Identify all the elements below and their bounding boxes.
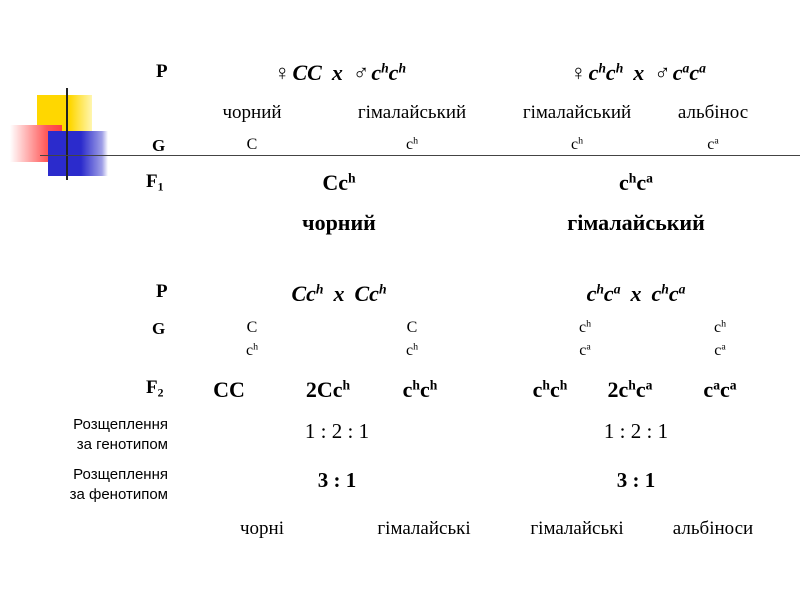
decor-vertical-line: [66, 88, 68, 180]
cross2-gamete-father: $c^a$: [707, 135, 719, 153]
cross2-f2-2chca: $2c^hc^a$: [607, 377, 653, 402]
cross2-mother-genotype: $c^hc^h$: [588, 60, 624, 85]
cross2-phenotype-ratio: 3 : 1: [616, 468, 656, 492]
female-symbol: ♀: [273, 60, 291, 85]
cross1-g2-right-bottom: $c^h$: [405, 341, 419, 359]
cross1-g2-left-top: C: [246, 319, 258, 336]
male-symbol: ♂: [654, 60, 671, 85]
cross2-gamete-mother: $c^h$: [570, 135, 584, 153]
cross1-g2-right-top: C: [406, 319, 418, 336]
cross1-p2-parents: Cc$^h$ x Cc$^h$: [291, 281, 387, 306]
cross2-g2-left-bottom: $c^a$: [579, 341, 591, 359]
cross2-father-phenotype: альбінос: [677, 102, 749, 123]
label-p: P: [156, 61, 168, 82]
cross1-father-phenotype: гімалайський: [357, 102, 467, 123]
label-p-second: P: [156, 281, 168, 302]
cross1-f1-phenotype: чорний: [302, 210, 376, 235]
cross1-f1-genotype: Cc$^h$: [322, 170, 356, 195]
cross2-f2-caca: $c^ac^a$: [703, 377, 737, 402]
cross1-result-left: чорні: [239, 518, 285, 539]
female-symbol: ♀: [570, 60, 587, 85]
cross1-phenotype-ratio: 3 : 1: [317, 468, 357, 492]
cross2-parents: [570, 60, 706, 86]
label-g-second: G: [152, 319, 166, 338]
cross2-p2-parents: $c^hc^a$ x $c^hc^a$: [586, 281, 686, 306]
decor-blue-square: [48, 131, 108, 176]
cross1-mother-genotype: CC: [292, 60, 322, 85]
cross1-mother-phenotype: чорний: [222, 102, 282, 123]
cross1-gamete-father: $c^h$: [405, 135, 419, 153]
cross1-father-genotype: $c^hc^h$: [371, 60, 407, 85]
cross1-result-right: гімалайські: [377, 518, 471, 539]
cross2-result-right: альбіноси: [672, 518, 754, 539]
label-g: G: [152, 136, 166, 155]
male-symbol: ♂: [352, 60, 370, 85]
cross2-g2-right-bottom: $c^a$: [714, 341, 726, 359]
cross1-g2-left-bottom: $c^h$: [245, 341, 259, 359]
label-f2: $F_2$: [146, 377, 164, 400]
cross1-gamete-mother: C: [246, 136, 258, 153]
cross2-genotype-ratio: 1 : 2 : 1: [603, 419, 669, 443]
label-phenotype-split: Розщеплення за фенотипом: [69, 466, 168, 503]
cross2-result-left: гімалайські: [530, 518, 624, 539]
cross1-f2-cc: CC: [213, 377, 245, 402]
cross1-parents: [274, 60, 406, 86]
cross2-f1-phenotype: гімалайський: [567, 210, 705, 235]
cross2-f2-chch: $c^hc^h$: [532, 377, 568, 402]
cross2-father-genotype: $c^ac^a$: [672, 60, 706, 85]
cross1-genotype-ratio: 1 : 2 : 1: [304, 419, 370, 443]
label-genotype-split: Розщеплення за генотипом: [73, 416, 168, 453]
cross-symbol: x: [633, 60, 645, 85]
cross2-f1-genotype: $c^hc^a$: [619, 170, 653, 195]
cross-symbol: x: [331, 60, 343, 85]
cross1-f2-chch: $c^hc^h$: [402, 377, 438, 402]
label-f1: $F_1$: [146, 171, 164, 194]
cross2-g2-right-top: $c^h$: [713, 318, 727, 336]
cross1-f2-2cch: 2Cc$^h$: [305, 377, 351, 402]
cross2-g2-left-top: $c^h$: [578, 318, 592, 336]
cross2-mother-phenotype: гімалайський: [522, 102, 632, 123]
